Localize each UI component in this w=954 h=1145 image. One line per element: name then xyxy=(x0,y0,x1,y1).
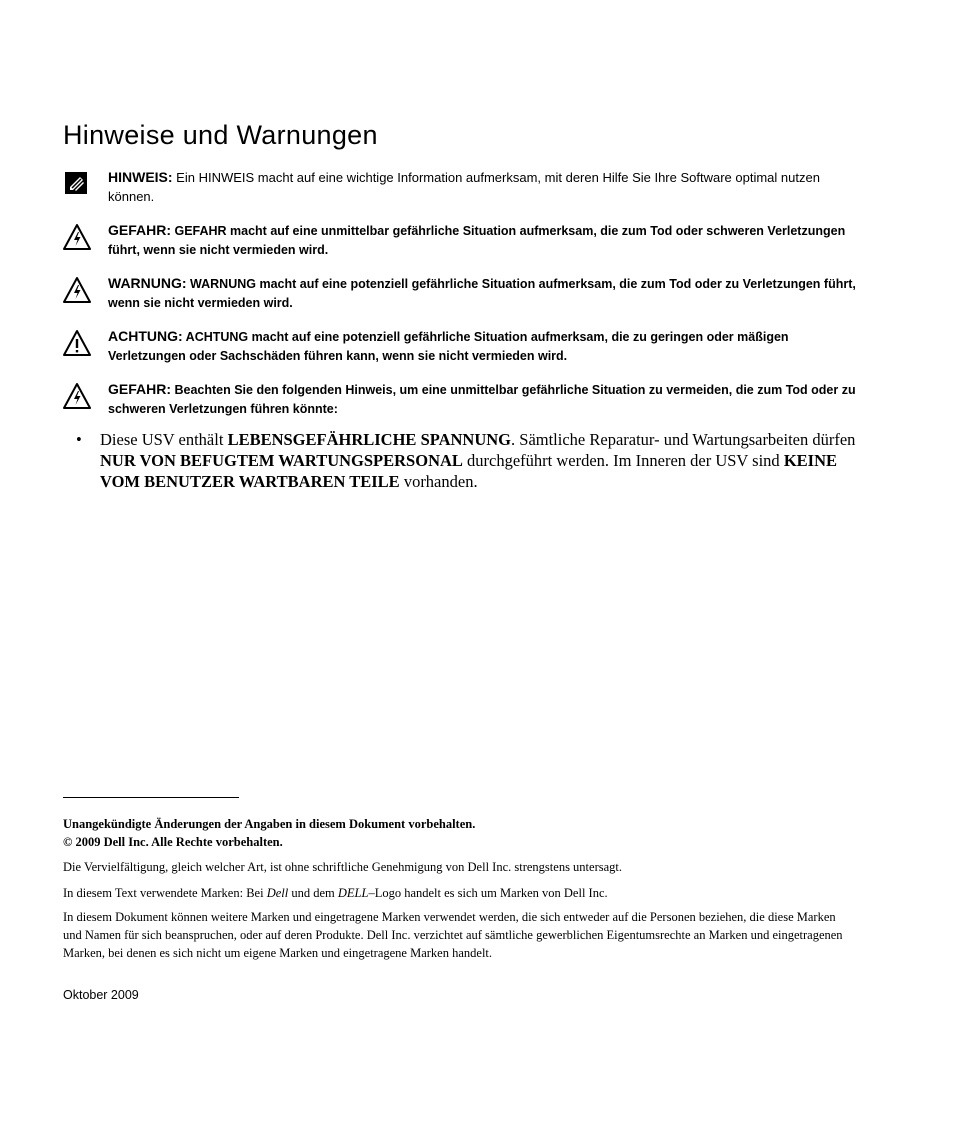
bullet-text: . Sämtliche Reparatur- und Wartungsarbeiten dürfen xyxy=(511,430,856,449)
note-text: WARNUNG macht auf eine potenziell gefährliche Situation aufmerksam, die zum Tod oder zu Verletzungen führt, wenn sie nicht vermieden wird. xyxy=(108,277,856,310)
warning-lightning-icon xyxy=(63,276,91,304)
note-label: WARNUNG: xyxy=(108,275,187,291)
bullet-text: Diese USV enthält xyxy=(100,430,228,449)
page-title: Hinweise und Warnungen xyxy=(63,120,378,150)
note-text: Ein HINWEIS macht auf eine wichtige Information aufmerksam, mit deren Hilfe Sie Ihre Software optimal nutzen können. xyxy=(108,170,820,204)
note-label: GEFAHR: xyxy=(108,381,171,397)
note-label: HINWEIS: xyxy=(108,169,173,185)
footer-disclaimer: In diesem Dokument können weitere Marken und eingetragene Marken verwendet werden, die sich entweder auf die Personen beziehen, die diese Marken und Namen für sich beanspruchen, oder auf deren Produkte. Dell Inc. verzichtet auf sämtliche gewerblichen Eigentumsrechte an Marken und eingetragenen Marken, bei denen es sich nicht um eigene Marken und eingetragene Marken handelt. xyxy=(63,910,843,960)
note-text: GEFAHR macht auf eine unmittelbar gefährliche Situation aufmerksam, die zum Tod oder schweren Verletzungen führt, wenn sie nicht vermieden wird. xyxy=(108,224,846,257)
note-gefahr-2 xyxy=(63,380,863,419)
bullet-emphasis: NUR VON BEFUGTEM WARTUNGSPERSONAL xyxy=(100,451,463,470)
note-warnung xyxy=(63,274,863,313)
copyright: © 2009 Dell Inc. Alle Rechte vorbehalten. xyxy=(63,835,283,849)
note-text: ACHTUNG macht auf eine potenziell gefährliche Situation aufmerksam, die zu geringen oder mäßigen Verletzungen oder Sachschäden führen kann, wenn sie nicht vermieden wird. xyxy=(108,330,789,363)
list-item xyxy=(76,429,866,492)
bullet-icon: • xyxy=(76,430,82,449)
danger-lightning-icon xyxy=(63,223,91,251)
note-pencil-icon xyxy=(63,170,91,198)
note-text: Beachten Sie den folgenden Hinweis, um eine unmittelbar gefährliche Situation zu vermeiden, die zum Tod oder zu schweren Verletzungen führen könnte: xyxy=(108,383,856,416)
bullet-text: vorhanden. xyxy=(399,472,478,491)
footer-notice: Unangekündigte Änderungen der Angaben in diesem Dokument vorbehalten. xyxy=(63,817,476,831)
bullet-text: durchgeführt werden. Im Inneren der USV sind xyxy=(462,451,784,470)
note-label: ACHTUNG: xyxy=(108,328,183,344)
caution-exclamation-icon xyxy=(63,329,91,357)
footer-trademarks: In diesem Text verwendete Marken: Bei Dell und dem DELL–Logo handelt es sich um Marken von Dell Inc. xyxy=(63,886,608,900)
note-gefahr xyxy=(63,221,863,260)
danger-lightning-icon xyxy=(63,382,91,410)
note-label: GEFAHR: xyxy=(108,222,171,238)
footer-divider xyxy=(63,797,239,798)
bullet-emphasis: LEBENSGEFÄHRLICHE SPANNUNG xyxy=(227,430,512,449)
note-hinweis xyxy=(63,168,863,206)
footer-reproduction: Die Vervielfältigung, gleich welcher Art, ist ohne schriftliche Genehmigung von Dell Inc. strengstens untersagt. xyxy=(63,860,622,874)
bullet-emphasis: KEINE VOM BENUTZER WARTBAREN TEILE xyxy=(100,451,837,491)
document-date: Oktober 2009 xyxy=(63,988,139,1002)
note-achtung xyxy=(63,327,863,366)
